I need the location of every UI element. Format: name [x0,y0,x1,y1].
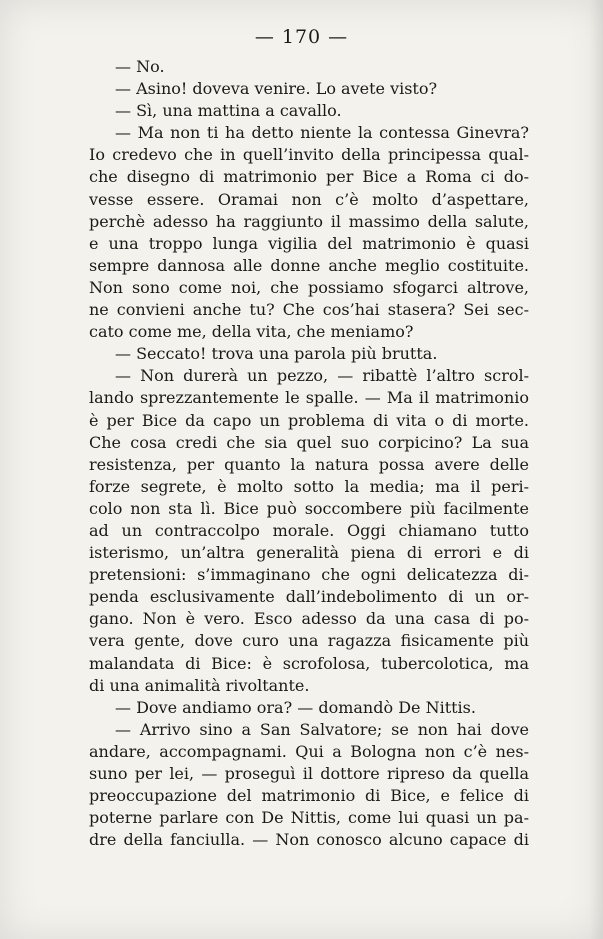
text-line: pretensioni: s’immaginano che ogni delicatezza di- [89,565,529,585]
text-line: che disegno di matrimonio per Bice a Roma ci do- [89,167,529,187]
page-number: — 170 — [254,26,349,48]
text-line: colo non sta lì. Bice può soccombere più facilmente [89,498,529,518]
body-text [89,56,529,851]
text-line: vesse essere. Oramai non c’è molto d’aspettare, [89,189,529,209]
text-line: poterne parlare con De Nittis, come lui quasi un pa- [89,808,529,828]
text-line: lando sprezzantemente le spalle. — Ma il matrimonio [89,388,529,408]
text-line: e una troppo lunga vigilia del matrimonio è quasi [89,233,529,253]
text-line: — Sì, una mattina a cavallo. [115,101,342,121]
text-line: — Dove andiamo ora? — domandò De Nittis. [115,697,476,717]
text-line: malandata di Bice: è scrofolosa, tubercolotica, ma [89,653,529,673]
text-line: forze segrete, è molto sotto la media; ma il peri- [89,476,529,496]
text-line: resistenza, per quanto la natura possa avere delle [89,454,529,474]
text-line: perchè adesso ha raggiunto il massimo della salute, [89,211,529,231]
text-line: — No. [115,57,165,76]
text-line: è per Bice da capo un problema di vita o di morte. [89,410,529,430]
page-edge-shadow [589,0,603,939]
text-line: penda esclusivamente dall’indebolimento di un or- [89,587,529,607]
text-line: ne convieni anche tu? Che cos’hai stasera? Sei sec- [89,300,529,320]
text-line: di una animalità rivoltante. [89,675,310,695]
text-line: preoccupazione del matrimonio di Bice, e felice di [89,786,529,806]
text-line: — Arrivo sino a San Salvatore; se non hai dove [115,719,529,739]
text-line: dre della fanciulla. — Non conosco alcuno capace di [89,830,529,850]
text-line: — Non durerà un pezzo, — ribattè l’altro scrol- [115,366,529,386]
text-line: sempre dannosa alle donne anche meglio costituite. [89,255,529,275]
text-line: gano. Non è vero. Esco adesso da una casa di po- [89,609,529,629]
text-line: ad un contraccolpo morale. Oggi chiamano tutto [89,520,529,540]
text-line: Che cosa credi che sia quel suo corpicino? La sua [89,432,529,452]
text-line: andare, accompagnami. Qui a Bologna non c’è nes- [89,741,529,761]
text-line: — Asino! doveva venire. Lo avete visto? [115,79,438,99]
text-line: vera gente, dove curo una ragazza fisicamente più [89,631,529,651]
text-line: — Seccato! trova una parola più brutta. [115,344,438,364]
text-line: Io credevo che in quell’invito della principessa qual- [89,145,529,165]
text-line: cato come me, della vita, che meniamo? [89,322,414,342]
text-line: — Ma non ti ha detto niente la contessa Ginevra? [115,123,529,143]
text-line: Non sono come noi, che possiamo sfogarci altrove, [89,277,529,297]
text-line: suno per lei, — proseguì il dottore ripreso da quella [89,764,529,783]
text-line: isterismo, un’altra generalità piena di errori e di [89,543,529,563]
